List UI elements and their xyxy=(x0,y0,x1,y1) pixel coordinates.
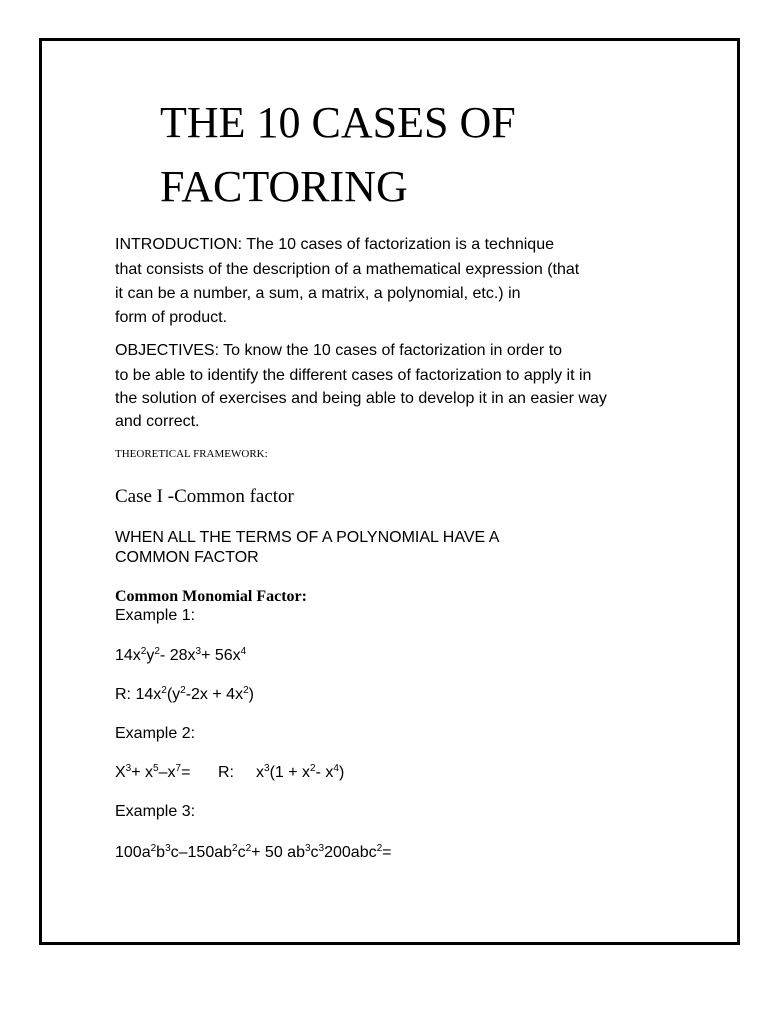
example-1-result: R: $14x^2(y^2-2x + 4x^2)$ xyxy=(115,685,254,703)
example-1-expression: $14x^2y^2-$ $28x^3+ 56x^4$ xyxy=(115,646,247,664)
theoretical-framework-heading: THEORETICAL FRAMEWORK: xyxy=(115,448,268,460)
document-title-line-2: FACTORING xyxy=(160,162,408,211)
case-description-line: COMMON FACTOR xyxy=(115,549,259,566)
example-3-label: Example 3: xyxy=(115,803,196,820)
introduction-line: INTRODUCTION: The 10 cases of factorization is a technique xyxy=(115,236,554,253)
common-monomial-factor-heading: Common Monomial Factor: xyxy=(115,588,307,605)
objectives-line: and correct. xyxy=(115,413,200,430)
objectives-line: the solution of exercises and being able to develop it in an easier way xyxy=(115,390,607,407)
introduction-line: form of product. xyxy=(115,309,228,326)
document-title-line-1: THE 10 CASES OF xyxy=(160,98,516,147)
introduction-line: that consists of the description of a mathematical expression (that xyxy=(115,261,580,278)
example-3-expression: $100a^2b^3c-150ab^2c^2+ 50$ $ab^3c^3200abc^2=$ xyxy=(115,843,392,861)
example-1-label: Example 1: xyxy=(115,607,196,624)
objectives-line: to be able to identify the different cases of factorization to apply it in xyxy=(115,367,592,384)
case-description-line: WHEN ALL THE TERMS OF A POLYNOMIAL HAVE A xyxy=(115,529,500,546)
example-2-result: R: $x^3(1 + x^2-$ $x^4$) xyxy=(218,763,345,781)
example-2-label: Example 2: xyxy=(115,725,196,742)
case-heading: Case I -Common factor xyxy=(115,486,294,507)
objectives-line: OBJECTIVES: To know the 10 cases of factorization in order to xyxy=(115,342,563,359)
introduction-line: it can be a number, a sum, a matrix, a polynomial, etc.) in xyxy=(115,285,521,302)
example-2-expression: $X^3+ x^5-x^7=$ xyxy=(115,763,191,781)
